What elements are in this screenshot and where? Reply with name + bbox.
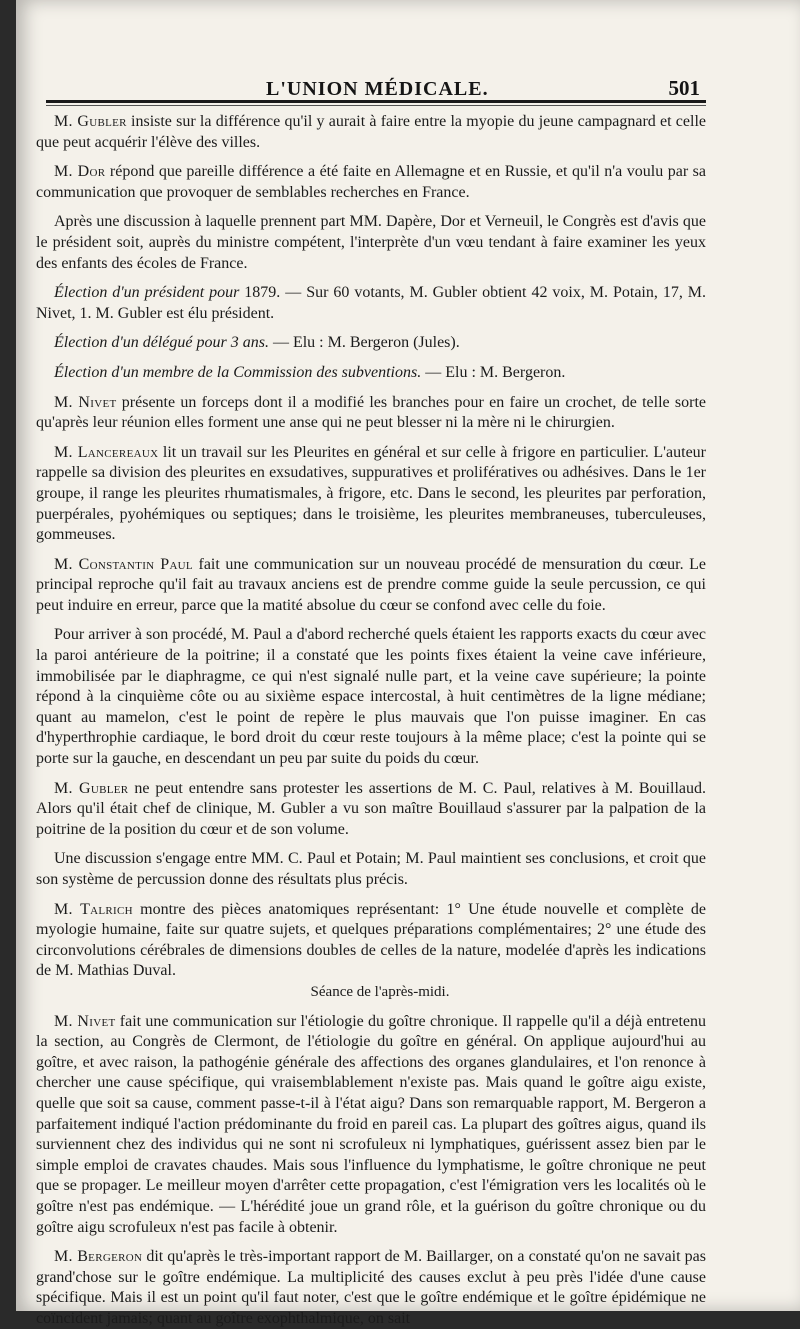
paragraph-text: répond que pareille différence a été faite en Allemagne et en Russie, et qu'il n'a voulu par sa communication que provoquer de semblables recherches en France. bbox=[36, 163, 706, 201]
italic-lead: Élection d'un membre de la Commission des subventions. bbox=[54, 363, 422, 381]
paragraph-text: fait une communication sur un nouveau procédé de mensuration du cœur. Le principal reproche qu'il fait au travaux anciens est de prendre comme guide la seule percussion, ce qui peut induire en erreur, parce que la matité absolue du cœur se confond avec celle du foie. bbox=[36, 555, 706, 614]
speaker-name: M. Nivet bbox=[54, 1012, 116, 1030]
document-page bbox=[16, 0, 800, 1327]
paragraph-text: dit qu'après le très-important rapport de M. Baillarger, on a constaté qu'on ne savait pas grand'chose sur le goître endémique. La multiplicité des causes exclut à peu près l'idée d'une cause spécifique. Mais il est un point qu'il faut noter, c'est que le goître endémique et le goître épidémique ne coïncident jamais; quant au goître exophthalmique, on sait bbox=[36, 1248, 706, 1327]
paragraph bbox=[36, 363, 706, 384]
speaker-name: M. Lancereaux bbox=[54, 443, 159, 461]
italic-lead: Élection d'un délégué pour 3 ans. bbox=[54, 334, 269, 352]
paragraph bbox=[36, 212, 706, 274]
italic-lead: Élection d'un président pour bbox=[54, 284, 240, 302]
speaker-name: M. Bergeron bbox=[54, 1248, 143, 1266]
paragraph bbox=[36, 900, 706, 982]
paragraph-text: lit un travail sur les Pleurites en général et sur celle à frigore en particulier. L'auteur rappelle sa division des pleurites en exsudatives, suppuratives et prolifératives ou adhésives. Dans le 1er groupe, il range les pleurites rhumatismales, à frigore, etc. Dans le second, les pleurites par perforation, puerpérales, pyohémiques ou septiques; dans le troisième, les pleurites membraneuses, tuberculeuses, gommeuses. bbox=[36, 443, 706, 544]
paragraph bbox=[36, 443, 706, 546]
paragraph bbox=[36, 393, 706, 434]
speaker-name: M. Constantin Paul bbox=[54, 555, 193, 573]
paragraph-text: Une discussion s'engage entre MM. C. Paul et Potain; M. Paul maintient ses conclusions, et croit que son système de percussion donne des résultats plus précis. bbox=[36, 850, 706, 888]
paragraph-text: — Elu : M. Bergeron. bbox=[421, 363, 566, 381]
header-rule-thin bbox=[46, 105, 706, 106]
paragraph-text: Pour arriver à son procédé, M. Paul a d'abord recherché quels étaient les rapports exacts du cœur avec la paroi antérieure de la poitrine; il a constaté que les points fixes étaient la veine cave inférieure, immobilisée par le diaphragme, ce qui n'est signalé nulle part, et la veine cave supérieure; la pointe répond à la cinquième côte ou au sixième espace intercostal, à huit centimètres de la ligne médiane; quant au mamelon, c'est le point de repère le plus mauvais que l'on puisse imaginer. En cas d'hyperthrophie cardiaque, le bord droit du cœur reste toujours à la même place; c'est la pointe qui se porte sur la gauche, en descendant un peu par suite du poids du cœur. bbox=[36, 626, 706, 768]
speaker-name: M. Nivet bbox=[54, 393, 117, 411]
paragraph bbox=[36, 333, 706, 354]
paragraph bbox=[36, 112, 706, 153]
section-heading: Séance de l'après-midi. bbox=[310, 983, 450, 1000]
paragraph bbox=[36, 625, 706, 769]
paragraph-text: 1879. — Sur 60 votants, M. Gubler obtient 42 voix, M. Potain, 17, M. Nivet, 1. M. Gubler est élu président. bbox=[36, 284, 706, 322]
paragraph-text: ne peut entendre sans protester les assertions de M. C. Paul, relatives à M. Bouillaud. Alors qu'il était chef de clinique, M. Gubler a vu son maître Bouillaud s'assurer par la palpation de la poitrine de la position du cœur et de son volume. bbox=[36, 779, 706, 838]
speaker-name: M. Talrich bbox=[54, 900, 133, 918]
paragraph bbox=[36, 555, 706, 617]
paragraph-text: fait une communication sur l'étiologie du goître chronique. Il rappelle qu'il a déjà entretenu la section, au Congrès de Clermont, de l'étiologie du goître en général. On applique aujourd'hui au goître, et avec raison, la pathogénie générale des affections des organes glandulaires, et l'on renonce à chercher une cause spécifique, qui vraisemblablement n'existe pas. Mais quand le goître aigu existe, quelle que soit sa cause, comment passe-t-il à l'état aigu? Dans son remarquable rapport, M. Bergeron a parfaitement indiqué l'action prédominante du froid en pareil cas. La plupart des goîtres aigus, quand ils surviennent chez des individus qui ne sont ni scrofuleux ni lymphatiques, guérissent assez bien par le simple emploi de cravates chaudes. Mais sous l'influence du lymphatisme, le goître chronique ne peut que se propager. Le meilleur moyen d'arrêter cette propagation, c'est l'émigration vers les localités où le goître n'est pas endémique. — L'hérédité joue un grand rôle, et la guérison du goître chronique ou du goître aigu scrofuleux n'est pas facile à obtenir. bbox=[36, 1012, 706, 1236]
paragraph bbox=[36, 1247, 706, 1329]
paragraph bbox=[36, 849, 706, 890]
speaker-name: M. Gubler bbox=[54, 779, 129, 797]
paragraph bbox=[36, 1012, 706, 1239]
paragraph-text: insiste sur la différence qu'il y aurait à faire entre la myopie du jeune campagnard et celle que peut acquérir l'élève des villes. bbox=[36, 113, 706, 151]
paragraph-text: présente un forceps dont il a modifié les branches pour en faire un crochet, de telle sorte qu'après leur réunion elles forment une anse qui ne peut blesser ni la mère ni le chirurgien. bbox=[36, 393, 707, 432]
running-title: L'UNION MÉDICALE. bbox=[266, 78, 489, 100]
article-body bbox=[36, 112, 706, 1329]
paragraph-text: Après une discussion à laquelle prennent part MM. Dapère, Dor et Verneuil, le Congrès est d'avis que le président soit, auprès du ministre compétent, l'interprète d'un vœu tendant à faire examiner les yeux des enfants des écoles de France. bbox=[36, 213, 706, 272]
paragraph bbox=[36, 162, 706, 203]
header-rule bbox=[46, 100, 706, 103]
paragraph bbox=[36, 283, 706, 324]
speaker-name: M. Dor bbox=[54, 163, 106, 181]
speaker-name: M. Gubler bbox=[54, 113, 127, 130]
page-number: 501 bbox=[668, 76, 700, 100]
paragraph-text: — Elu : M. Bergeron (Jules). bbox=[268, 334, 460, 352]
paragraph-text: montre des pièces anatomiques représentant: 1° Une étude nouvelle et complète de myologie humaine, faite sur quatre sujets, et quelques préparations complémentaires; 2° une étude des circonvolutions cérébrales de dimensions doubles de celles de la nature, modelée d'après les indications de M. Mathias Duval. bbox=[36, 900, 707, 980]
page-header bbox=[16, 70, 800, 104]
paragraph bbox=[36, 779, 706, 841]
